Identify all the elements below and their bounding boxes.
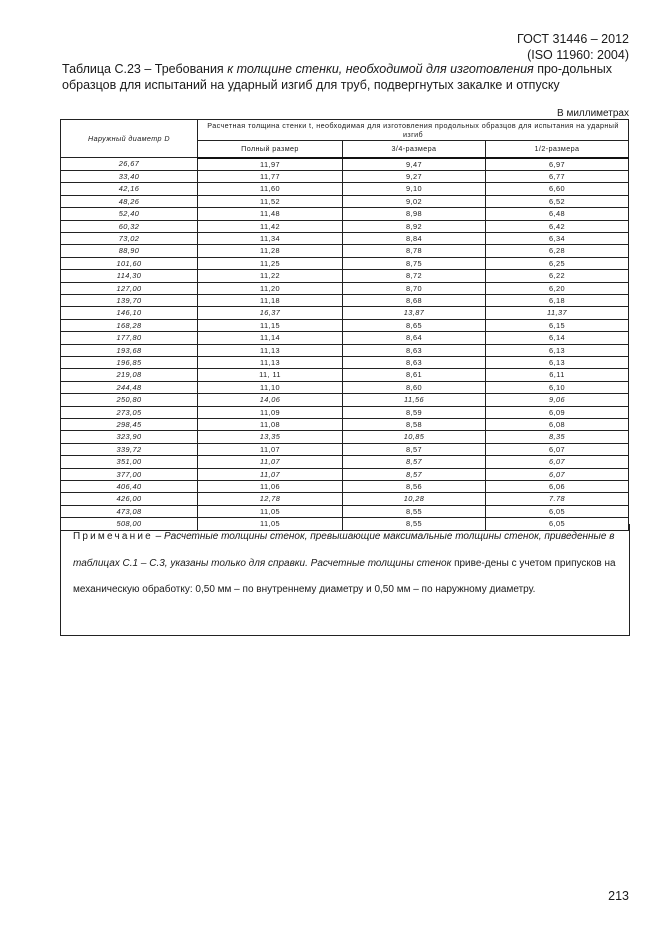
- table-row: [61, 208, 629, 220]
- page-number: 213: [608, 889, 629, 903]
- cell-three-quarter: 13,87: [343, 307, 486, 319]
- column-header-thickness-group: Расчетная толщина стенки t, необходимая для изготовления продольных образцов для испытания на ударный изгиб: [198, 120, 629, 141]
- table-note: [60, 524, 630, 636]
- cell-full-size: 11,07: [198, 456, 343, 468]
- cell-full-size: 11,07: [198, 443, 343, 455]
- cell-three-quarter: 8,65: [343, 319, 486, 331]
- cell-full-size: 13,35: [198, 431, 343, 443]
- table-row: [61, 332, 629, 344]
- table-row: [61, 307, 629, 319]
- cell-diameter: 139,70: [61, 294, 198, 306]
- cell-three-quarter: 8,63: [343, 344, 486, 356]
- caption-suffix: про-дольных образцов для испытаний на ударный изгиб для труб, подвергнутых закалке и отпуску: [62, 62, 612, 92]
- cell-diameter: 273,05: [61, 406, 198, 418]
- table-row: [61, 170, 629, 182]
- cell-three-quarter: 8,92: [343, 220, 486, 232]
- cell-full-size: 11,77: [198, 170, 343, 182]
- table-row: [61, 406, 629, 418]
- column-header-full-size: Полный размер: [198, 141, 343, 158]
- cell-diameter: 377,00: [61, 468, 198, 480]
- cell-full-size: 11,14: [198, 332, 343, 344]
- cell-half: 6,09: [486, 406, 629, 418]
- cell-half: 6,20: [486, 282, 629, 294]
- table-row: [61, 257, 629, 269]
- caption-italic: к толщине стенки, необходимой для изготовления: [227, 62, 534, 76]
- cell-full-size: 11,05: [198, 518, 343, 530]
- cell-three-quarter: 9,02: [343, 195, 486, 207]
- cell-diameter: 60,32: [61, 220, 198, 232]
- cell-half: 6,08: [486, 419, 629, 431]
- note-label: Примечание: [73, 531, 153, 542]
- units-label: В миллиметрах: [557, 108, 629, 119]
- cell-three-quarter: 10,85: [343, 431, 486, 443]
- table-row: [61, 357, 629, 369]
- cell-three-quarter: 8,59: [343, 406, 486, 418]
- cell-diameter: 42,16: [61, 183, 198, 195]
- cell-full-size: 12,78: [198, 493, 343, 505]
- cell-three-quarter: 8,60: [343, 381, 486, 393]
- cell-full-size: 11,18: [198, 294, 343, 306]
- cell-full-size: 11,22: [198, 270, 343, 282]
- cell-half: 6,22: [486, 270, 629, 282]
- cell-half: 6,14: [486, 332, 629, 344]
- cell-diameter: 406,40: [61, 481, 198, 493]
- cell-diameter: 508,00: [61, 518, 198, 530]
- cell-diameter: 323,90: [61, 431, 198, 443]
- cell-half: 6,34: [486, 232, 629, 244]
- cell-three-quarter: 8,56: [343, 481, 486, 493]
- note-italic-text: Расчетные толщины стенок, превышающие максимальные толщины стенок, приведенные в таблицах С.1 – С.3, указаны только для справки. Расчетные толщины стенок: [73, 531, 615, 569]
- table-row: [61, 158, 629, 171]
- cell-three-quarter: 8,58: [343, 419, 486, 431]
- cell-diameter: 146,10: [61, 307, 198, 319]
- cell-diameter: 298,45: [61, 419, 198, 431]
- cell-half: 8,35: [486, 431, 629, 443]
- table-row: [61, 381, 629, 393]
- cell-three-quarter: 8,75: [343, 257, 486, 269]
- caption-prefix: Таблица С.23 – Требования: [62, 62, 228, 76]
- cell-diameter: 33,40: [61, 170, 198, 182]
- cell-half: 6,11: [486, 369, 629, 381]
- cell-half: 6,60: [486, 183, 629, 195]
- table-row: [61, 419, 629, 431]
- cell-half: 6,05: [486, 518, 629, 530]
- table-row: [61, 220, 629, 232]
- document-header: [517, 31, 629, 63]
- cell-half: 6,15: [486, 319, 629, 331]
- cell-half: 6,06: [486, 481, 629, 493]
- cell-full-size: 11,25: [198, 257, 343, 269]
- cell-full-size: 14,06: [198, 394, 343, 406]
- cell-three-quarter: 8,55: [343, 518, 486, 530]
- cell-three-quarter: 8,78: [343, 245, 486, 257]
- cell-diameter: 177,80: [61, 332, 198, 344]
- table-body: [61, 158, 629, 531]
- standard-number: ГОСТ 31446 – 2012: [517, 32, 629, 46]
- table-header: [61, 120, 629, 158]
- cell-diameter: 26,67: [61, 158, 198, 171]
- cell-half: 6,10: [486, 381, 629, 393]
- cell-diameter: 339,72: [61, 443, 198, 455]
- table-row: [61, 270, 629, 282]
- table-row: [61, 344, 629, 356]
- cell-full-size: 11,28: [198, 245, 343, 257]
- cell-half: 6,13: [486, 344, 629, 356]
- cell-diameter: 101,60: [61, 257, 198, 269]
- table-caption: [62, 62, 622, 93]
- table-row: [61, 369, 629, 381]
- cell-half: 6,25: [486, 257, 629, 269]
- cell-three-quarter: 9,10: [343, 183, 486, 195]
- cell-three-quarter: 8,55: [343, 505, 486, 517]
- wall-thickness-table: [60, 119, 629, 531]
- table-row: [61, 394, 629, 406]
- cell-half: 11,37: [486, 307, 629, 319]
- table-row: [61, 493, 629, 505]
- cell-three-quarter: 8,64: [343, 332, 486, 344]
- cell-three-quarter: 8,57: [343, 443, 486, 455]
- cell-full-size: 11,48: [198, 208, 343, 220]
- cell-three-quarter: 8,57: [343, 468, 486, 480]
- table-row: [61, 468, 629, 480]
- note-plain-text: приве-дены с учетом припусков на механическую обработку: 0,50 мм – по внутреннему диаметру и 0,50 мм – по наружному диаметру.: [73, 557, 616, 595]
- cell-half: 6,42: [486, 220, 629, 232]
- cell-three-quarter: 9,27: [343, 170, 486, 182]
- cell-full-size: 11,20: [198, 282, 343, 294]
- table-row: [61, 481, 629, 493]
- cell-three-quarter: 8,61: [343, 369, 486, 381]
- cell-diameter: 52,40: [61, 208, 198, 220]
- cell-diameter: 127,00: [61, 282, 198, 294]
- cell-half: 6,97: [486, 158, 629, 171]
- iso-reference: (ISO 11960: 2004): [527, 48, 629, 62]
- cell-diameter: 196,85: [61, 357, 198, 369]
- cell-full-size: 11,08: [198, 419, 343, 431]
- cell-full-size: 11,10: [198, 381, 343, 393]
- cell-diameter: 193,68: [61, 344, 198, 356]
- cell-diameter: 250,80: [61, 394, 198, 406]
- cell-three-quarter: 8,98: [343, 208, 486, 220]
- cell-full-size: 11,34: [198, 232, 343, 244]
- cell-diameter: 351,00: [61, 456, 198, 468]
- table-row: [61, 443, 629, 455]
- cell-diameter: 168,28: [61, 319, 198, 331]
- cell-half: 6,48: [486, 208, 629, 220]
- column-header-diameter: Наружный диаметр D: [61, 120, 198, 158]
- column-header-half: 1/2-размера: [486, 141, 629, 158]
- table-row: [61, 294, 629, 306]
- cell-half: 6,18: [486, 294, 629, 306]
- cell-full-size: 11,15: [198, 319, 343, 331]
- cell-full-size: 11,07: [198, 468, 343, 480]
- column-header-three-quarter: 3/4-размера: [343, 141, 486, 158]
- cell-full-size: 16,37: [198, 307, 343, 319]
- cell-half: 6,28: [486, 245, 629, 257]
- cell-three-quarter: 11,56: [343, 394, 486, 406]
- cell-diameter: 48,26: [61, 195, 198, 207]
- cell-full-size: 11,06: [198, 481, 343, 493]
- cell-full-size: 11, 11: [198, 369, 343, 381]
- table-row: [61, 232, 629, 244]
- cell-three-quarter: 8,63: [343, 357, 486, 369]
- table-row: [61, 456, 629, 468]
- cell-full-size: 11,60: [198, 183, 343, 195]
- table-row: [61, 245, 629, 257]
- cell-half: 6,77: [486, 170, 629, 182]
- cell-diameter: 114,30: [61, 270, 198, 282]
- cell-half: 6,13: [486, 357, 629, 369]
- note-dash: –: [152, 531, 165, 542]
- cell-full-size: 11,09: [198, 406, 343, 418]
- cell-diameter: 244,48: [61, 381, 198, 393]
- cell-full-size: 11,05: [198, 505, 343, 517]
- cell-half: 6,52: [486, 195, 629, 207]
- table-row: [61, 319, 629, 331]
- cell-three-quarter: 8,57: [343, 456, 486, 468]
- table-row: [61, 505, 629, 517]
- cell-full-size: 11,97: [198, 158, 343, 171]
- table-row: [61, 183, 629, 195]
- cell-half: 6,07: [486, 468, 629, 480]
- cell-diameter: 426,00: [61, 493, 198, 505]
- cell-half: 6,07: [486, 443, 629, 455]
- cell-diameter: 219,08: [61, 369, 198, 381]
- cell-three-quarter: 8,70: [343, 282, 486, 294]
- cell-three-quarter: 8,84: [343, 232, 486, 244]
- cell-half: 7.78: [486, 493, 629, 505]
- cell-three-quarter: 8,72: [343, 270, 486, 282]
- table-row: [61, 195, 629, 207]
- cell-three-quarter: 10,28: [343, 493, 486, 505]
- cell-three-quarter: 9,47: [343, 158, 486, 171]
- cell-diameter: 473,08: [61, 505, 198, 517]
- cell-diameter: 88,90: [61, 245, 198, 257]
- cell-full-size: 11,13: [198, 357, 343, 369]
- cell-full-size: 11,42: [198, 220, 343, 232]
- cell-half: 6,07: [486, 456, 629, 468]
- table-row: [61, 282, 629, 294]
- cell-diameter: 73,02: [61, 232, 198, 244]
- table-row: [61, 431, 629, 443]
- cell-three-quarter: 8,68: [343, 294, 486, 306]
- cell-half: 6,05: [486, 505, 629, 517]
- cell-full-size: 11,52: [198, 195, 343, 207]
- cell-full-size: 11,13: [198, 344, 343, 356]
- cell-half: 9,06: [486, 394, 629, 406]
